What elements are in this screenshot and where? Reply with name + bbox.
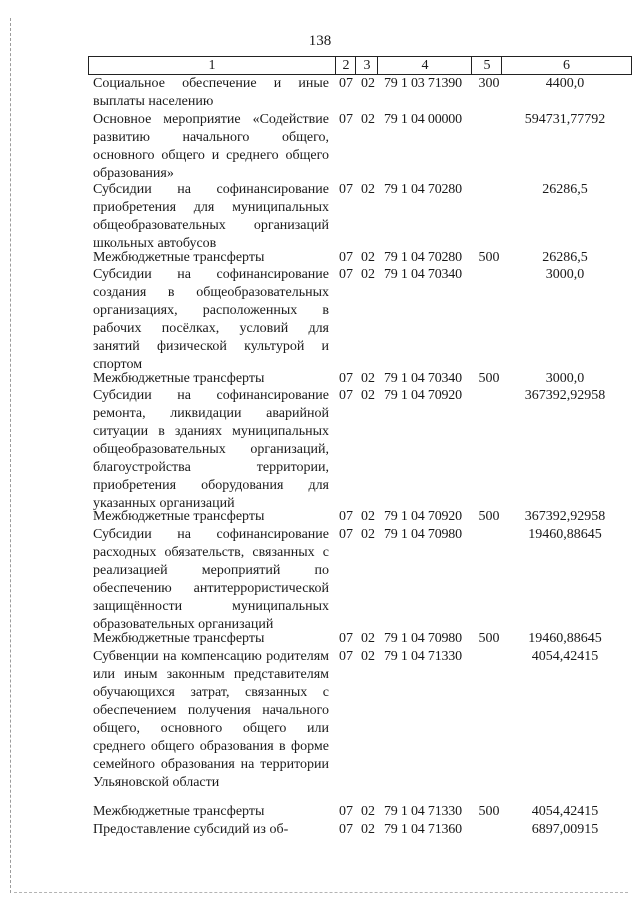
row-section: 07 (339, 509, 353, 524)
row-target-article: 79 1 04 71360 (384, 822, 462, 837)
header-col-2: 2 (335, 57, 356, 74)
row-name: Субсидии на софинансирование расходных обязательств, связанных с реализацией мероприятий по обеспечению антитеррористической защищённости муниципальных образовательных организаций (93, 527, 329, 632)
scan-edge-bottom (14, 892, 628, 893)
row-amount: 4054,42415 (531, 649, 599, 664)
row-target-article: 79 1 04 70340 (384, 371, 462, 386)
row-subsection: 02 (361, 267, 375, 282)
row-target-article: 79 1 04 70920 (384, 388, 462, 403)
row-target-article: 79 1 04 70980 (384, 631, 462, 646)
table-header (88, 56, 632, 75)
row-amount: 4054,42415 (531, 804, 599, 819)
row-subsection: 02 (361, 631, 375, 646)
row-subsection: 02 (361, 388, 375, 403)
row-subsection: 02 (361, 804, 375, 819)
row-name: Межбюджетные трансферты (93, 631, 265, 646)
row-amount: 3000,0 (545, 371, 585, 386)
row-name: Предоставление субсидий из об- (93, 822, 289, 837)
row-name: Субсидии на софинансирование создания в общеобразовательных организациях, расположенных в рабочих посёлках, условий для занятий физической культурой и спортом (93, 267, 329, 372)
row-expense-type: 500 (478, 631, 500, 646)
row-subsection: 02 (361, 112, 375, 127)
row-amount: 19460,88645 (528, 631, 602, 646)
row-expense-type: 500 (478, 371, 500, 386)
row-name: Межбюджетные трансферты (93, 250, 265, 265)
page-number: 138 (308, 33, 332, 49)
row-amount: 367392,92958 (524, 388, 606, 403)
row-section: 07 (339, 804, 353, 819)
row-section: 07 (339, 250, 353, 265)
row-subsection: 02 (361, 649, 375, 664)
row-expense-type: 500 (478, 250, 500, 265)
row-amount: 4400,0 (545, 76, 585, 91)
header-col-6: 6 (501, 57, 631, 74)
row-section: 07 (339, 822, 353, 837)
row-target-article: 79 1 04 70980 (384, 527, 462, 542)
row-section: 07 (339, 76, 353, 91)
row-subsection: 02 (361, 527, 375, 542)
row-amount: 26286,5 (542, 250, 588, 265)
row-section: 07 (339, 631, 353, 646)
row-subsection: 02 (361, 76, 375, 91)
header-col-1: 1 (208, 58, 216, 73)
row-target-article: 79 1 04 70340 (384, 267, 462, 282)
header-col-5: 5 (471, 57, 502, 74)
row-section: 07 (339, 112, 353, 127)
row-section: 07 (339, 182, 353, 197)
row-target-article: 79 1 04 00000 (384, 112, 462, 127)
row-subsection: 02 (361, 250, 375, 265)
row-section: 07 (339, 527, 353, 542)
row-target-article: 79 1 04 71330 (384, 804, 462, 819)
row-target-article: 79 1 03 71390 (384, 76, 462, 91)
row-amount: 6897,00915 (531, 822, 599, 837)
row-expense-type: 300 (478, 76, 500, 91)
row-amount: 3000,0 (545, 267, 585, 282)
row-target-article: 79 1 04 70920 (384, 509, 462, 524)
row-subsection: 02 (361, 509, 375, 524)
row-target-article: 79 1 04 70280 (384, 182, 462, 197)
row-name: Субсидии на софинансирование ремонта, ликвидации аварийной ситуации в зданиях муниципальных общеобразовательных организаций, благоустройства территории, приобретения оборудования для указанных организаций (93, 388, 329, 511)
row-section: 07 (339, 649, 353, 664)
row-name: Субсидии на софинансирование приобретения для муниципальных общеобразовательных организаций школьных автобусов (93, 182, 329, 251)
row-amount: 19460,88645 (528, 527, 602, 542)
row-amount: 367392,92958 (524, 509, 606, 524)
header-col-4: 4 (377, 57, 472, 74)
row-section: 07 (339, 388, 353, 403)
row-expense-type: 500 (478, 804, 500, 819)
row-subsection: 02 (361, 822, 375, 837)
row-target-article: 79 1 04 70280 (384, 250, 462, 265)
row-amount: 26286,5 (542, 182, 588, 197)
row-name: Межбюджетные трансферты (93, 509, 265, 524)
row-name: Социальное обеспечение и иные выплаты населению (93, 76, 329, 109)
row-name: Межбюджетные трансферты (93, 804, 265, 819)
header-col-3: 3 (355, 57, 378, 74)
row-subsection: 02 (361, 182, 375, 197)
row-subsection: 02 (361, 371, 375, 386)
row-section: 07 (339, 267, 353, 282)
row-section: 07 (339, 371, 353, 386)
row-name: Межбюджетные трансферты (93, 371, 265, 386)
row-expense-type: 500 (478, 509, 500, 524)
row-name: Субвенции на компенсацию родителям или иным законным представителям обучающихся затрат, связанных с обеспечением получения начального общего, основного общего или среднего общего образования в форме семейного образования на территории Ульяновской области (93, 649, 329, 790)
scan-edge-left (10, 18, 13, 893)
row-name: Основное мероприятие «Содействие развитию начального общего, основного общего и среднего общего образования» (93, 112, 329, 181)
row-target-article: 79 1 04 71330 (384, 649, 462, 664)
row-amount: 594731,77792 (524, 112, 606, 127)
